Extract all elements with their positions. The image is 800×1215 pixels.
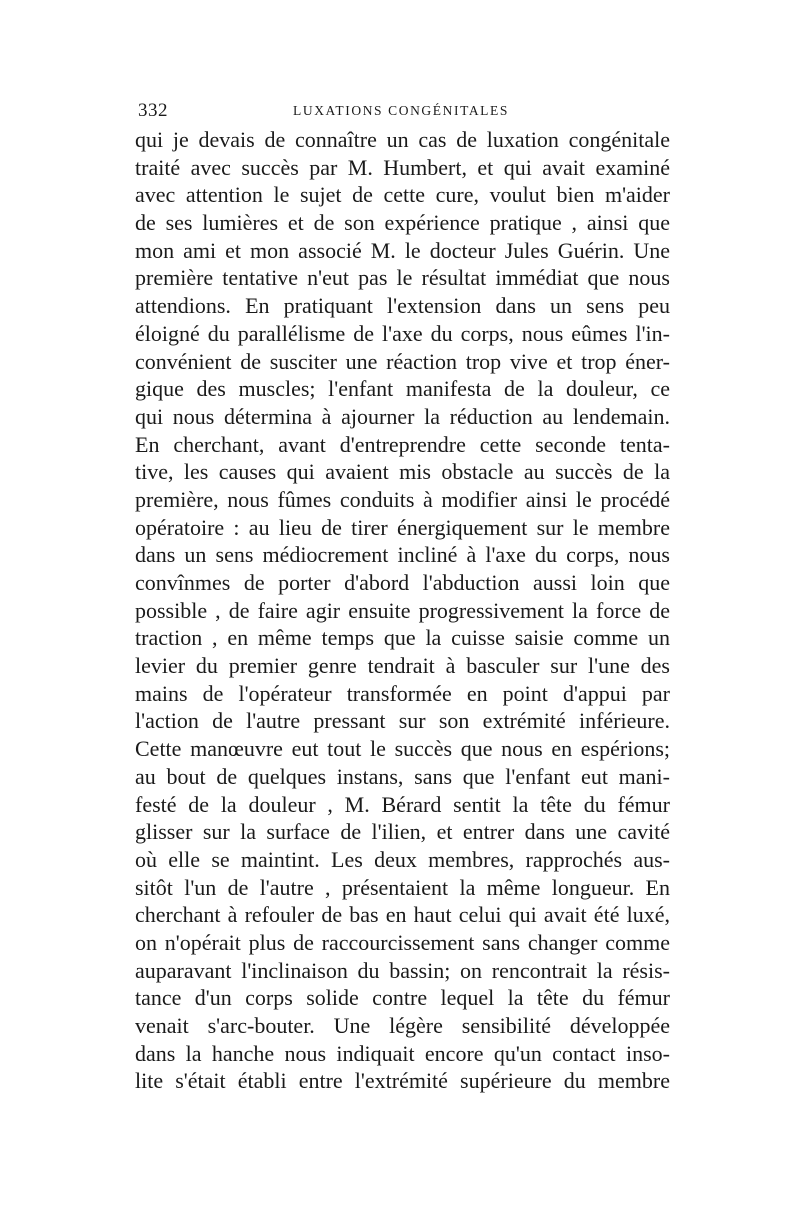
text-line: En cherchant, avant d'entreprendre cette seconde tenta- <box>135 431 670 457</box>
text-line: traction , en même temps que la cuisse saisie comme un <box>135 625 670 651</box>
text-line: venait s'arc-bouter. Une légère sensibilité développée <box>135 1013 670 1038</box>
text-line: dans la hanche nous indiquait encore qu'un contact inso- <box>135 1040 670 1066</box>
text-line: éloigné du parallélisme de l'axe du corps, nous eûmes l'in- <box>135 320 670 346</box>
text-line: tance d'un corps solide contre lequel la tête du fémur <box>135 985 670 1011</box>
text-line: Cette manœuvre eut tout le succès que nous en espérions; <box>135 736 670 762</box>
text-line: où elle se maintint. Les deux membres, rapprochés aus- <box>135 846 670 872</box>
text-line: opératoire : au lieu de tirer énergiquement sur le membre <box>135 514 670 540</box>
text-line: qui je devais de connaître un cas de luxation congénitale <box>135 127 670 152</box>
text-line: traité avec succès par M. Humbert, et qui avait examiné <box>135 154 670 180</box>
text-line: première, nous fûmes conduits à modifier ainsi le procédé <box>135 486 670 512</box>
text-line: mains de l'opérateur transformée en point d'appui par <box>135 680 670 706</box>
text-line: cherchant à refouler de bas en haut celui qui avait été luxé, <box>135 902 670 928</box>
text-line: dans un sens médiocrement incliné à l'axe du corps, nous <box>135 542 670 568</box>
text-line: l'action de l'autre pressant sur son extrémité inférieure. <box>135 708 670 734</box>
text-line: possible , de faire agir ensuite progressivement la force de <box>135 597 670 623</box>
text-line: sitôt l'un de l'autre , présentaient la même longueur. En <box>135 874 670 900</box>
page-header <box>138 100 668 124</box>
text-line: qui nous détermina à ajourner la réduction au lendemain. <box>135 403 670 429</box>
text-line: convînmes de porter d'abord l'abduction aussi loin que <box>135 570 670 595</box>
text-line: attendions. En pratiquant l'extension dans un sens peu <box>135 293 670 319</box>
text-line: festé de la douleur , M. Bérard sentit la tête du fémur <box>135 791 670 817</box>
text-line: tive, les causes qui avaient mis obstacle au succès de la <box>135 459 670 485</box>
text-line: gique des muscles; l'enfant manifesta de la douleur, ce <box>135 376 670 402</box>
text-line: de ses lumières et de son expérience pratique , ainsi que <box>135 210 670 236</box>
text-line: lite s'était établi entre l'extrémité supérieure du membre <box>135 1068 670 1094</box>
text-line: auparavant l'inclinaison du bassin; on rencontrait la résis- <box>135 957 670 983</box>
text-line: mon ami et mon associé M. le docteur Jules Guérin. Une <box>135 237 670 263</box>
text-line: première tentative n'eut pas le résultat immédiat que nous <box>135 265 670 291</box>
text-line: levier du premier genre tendrait à basculer sur l'une des <box>135 653 670 679</box>
page-number: 332 <box>138 100 168 121</box>
body-text <box>135 126 670 1095</box>
text-line: convénient de susciter une réaction trop vive et trop éner- <box>135 348 670 374</box>
text-line: on n'opérait plus de raccourcissement sans changer comme <box>135 929 670 955</box>
running-head: LUXATIONS CONGÉNITALES <box>293 103 509 118</box>
text-line: avec attention le sujet de cette cure, voulut bien m'aider <box>135 182 670 208</box>
text-line: glisser sur la surface de l'ilien, et entrer dans une cavité <box>135 819 670 845</box>
text-line: au bout de quelques instans, sans que l'enfant eut mani- <box>135 763 670 789</box>
